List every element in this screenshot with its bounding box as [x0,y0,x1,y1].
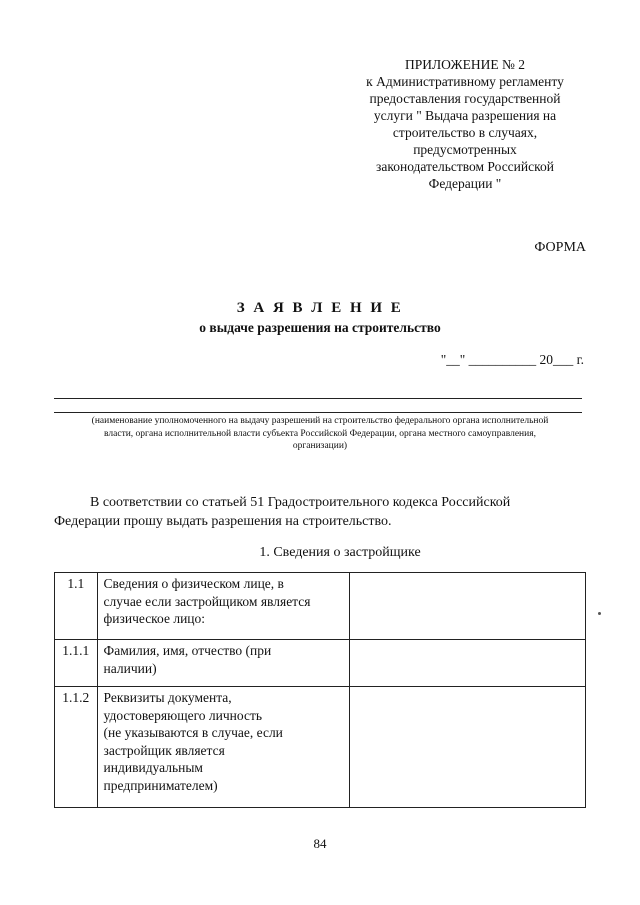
row-number: 1.1 [55,573,98,640]
page-number: 84 [313,836,327,851]
description-line: (не указываются в случае, если [103,725,283,740]
row-number: 1.1.2 [55,687,98,808]
authority-fill-line [54,412,582,413]
appendix-line: ПРИЛОЖЕНИЕ № 2 [404,57,526,72]
description-line: предпринимателем) [103,777,218,793]
description-line: случае если застройщиком является [103,593,311,609]
table-row [55,573,586,640]
row-description [97,687,349,808]
description-line: индивидуальным [103,760,203,775]
intro-line: Федерации прошу выдать разрешения на строительство. [54,513,392,529]
description-line: физическое лицо: [103,611,206,626]
applicant-info-table [54,572,586,808]
section-heading: 1. Сведения о застройщике [259,545,421,560]
form-label: ФОРМА [534,240,586,255]
description-line: наличии) [103,660,157,676]
row-value-cell[interactable] [349,640,585,687]
intro-paragraph [54,494,589,531]
row-value-cell[interactable] [349,573,585,640]
row-value-cell[interactable] [349,687,585,808]
intro-line: В соответствии со статьей 51 Градостроительного кодекса Российской [90,495,511,510]
authority-fill-line [54,398,582,399]
document-title: З А Я В Л Е Н И Е [236,300,404,316]
description-line: удостоверяющего личность [103,707,263,723]
scan-speck [598,612,601,615]
date-field: "__" __________ 20___ г. [440,352,584,367]
row-description [97,573,349,640]
caption-line: организации) [292,441,348,451]
appendix-line: Федерации " [428,176,502,191]
table-row [55,640,586,687]
caption-line: власти, органа исполнительной власти субъекта Российской Федерации, органа местного самоуправления, [104,428,536,439]
appendix-line: услуги " Выдача разрешения на [373,108,557,123]
table-row [55,687,586,808]
authority-caption [50,415,590,453]
appendix-line: законодательством Российской [376,159,554,174]
caption-line: (наименование уполномоченного на выдачу разрешений на строительство федерального органа исполнительной [91,416,549,426]
appendix-line: строительство в случаях, [392,125,538,140]
description-line: застройщик является [103,742,225,758]
description-line: Сведения о физическом лице, в [103,576,284,591]
row-number: 1.1.1 [55,640,98,687]
appendix-line: предусмотренных [413,142,517,157]
appendix-line: к Административному регламенту [366,74,564,89]
document-subtitle: о выдаче разрешения на строительство [199,320,441,335]
appendix-header [340,56,590,192]
description-line: Фамилия, имя, отчество (при [103,643,272,658]
description-line: Реквизиты документа, [103,690,232,705]
appendix-line: предоставления государственной [369,91,561,106]
row-description [97,640,349,687]
